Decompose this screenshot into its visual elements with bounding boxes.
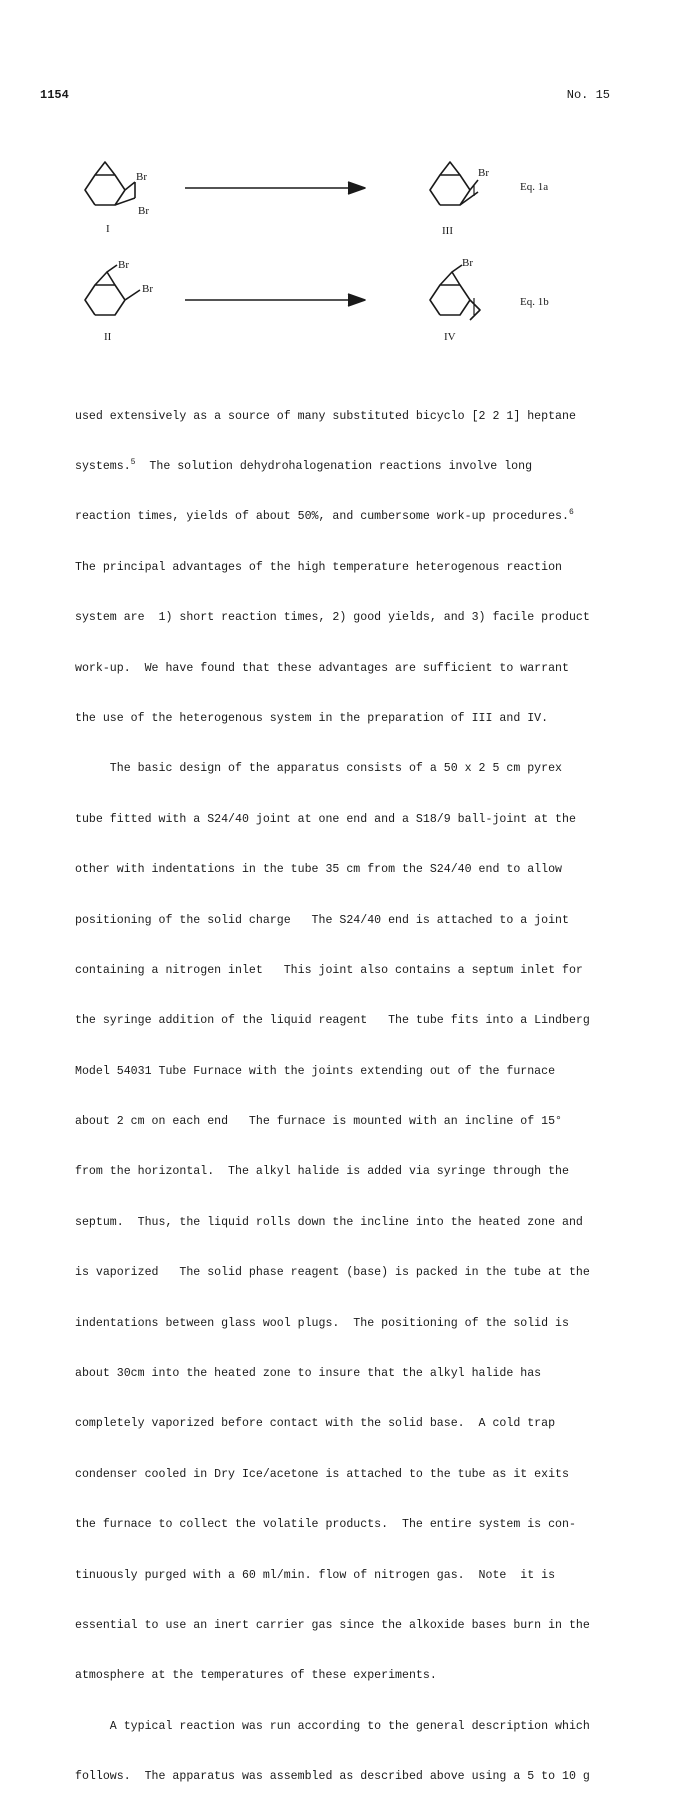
compound-label-III: III	[442, 225, 453, 237]
text-line: The principal advantages of the high temperature heterogenous reaction	[75, 560, 563, 574]
compound-label-I: I	[106, 223, 110, 235]
text-line: the use of the heterogenous system in the preparation of III and IV.	[75, 711, 549, 725]
text-line: A typical reaction was run according to the general description which	[75, 1719, 590, 1733]
text-line: used extensively as a source of many substituted bicyclo [2 2 1] heptane	[75, 409, 576, 423]
reference-superscript: 5	[130, 458, 136, 468]
equation-label-1b: Eq. 1b	[520, 296, 549, 308]
compound-label-IV: IV	[444, 331, 456, 343]
text-line: system are 1) short reaction times, 2) good yields, and 3) facile product	[75, 611, 590, 625]
text-line: other with indentations in the tube 35 cm from the S24/40 end to allow	[75, 863, 563, 877]
substituent-label: Br	[138, 205, 149, 217]
text-line: condenser cooled in Dry Ice/acetone is attached to the tube as it exits	[75, 1467, 569, 1481]
structure-III	[430, 162, 478, 205]
text-line: about 2 cm on each end The furnace is mounted with an incline of 15°	[75, 1115, 563, 1129]
text-line: septum. Thus, the liquid rolls down the incline into the heated zone and	[75, 1215, 583, 1229]
substituent-label: Br	[136, 171, 147, 183]
text-line: atmosphere at the temperatures of these experiments.	[75, 1669, 437, 1683]
substituent-label: Br	[118, 259, 129, 271]
text-segment: The solution dehydrohalogenation reactions involve long	[135, 459, 533, 473]
text-line: the syringe addition of the liquid reagent The tube fits into a Lindberg	[75, 1014, 590, 1028]
reaction-scheme	[0, 130, 680, 355]
text-line: follows. The apparatus was assembled as described above using a 5 to 10 g	[75, 1770, 590, 1784]
text-line: completely vaporized before contact with the solid base. A cold trap	[75, 1417, 556, 1431]
reaction-arrow-1a	[185, 182, 365, 194]
text-line: essential to use an inert carrier gas since the alkoxide bases burn in the	[75, 1618, 590, 1632]
substituent-label: Br	[142, 283, 153, 295]
journal-issue-number: No. 15	[566, 88, 610, 102]
structure-IV	[430, 265, 480, 320]
text-line: is vaporized The solid phase reagent (base) is packed in the tube at the	[75, 1266, 590, 1280]
text-line: work-up. We have found that these advantages are sufficient to warrant	[75, 661, 569, 675]
text-line: about 30cm into the heated zone to insure that the alkyl halide has	[75, 1367, 542, 1381]
structure-II	[85, 265, 140, 315]
reaction-arrow-1b	[185, 294, 365, 306]
text-line: from the horizontal. The alkyl halide is added via syringe through the	[75, 1165, 569, 1179]
substituent-label: Br	[462, 257, 473, 269]
compound-label-II: II	[104, 331, 112, 343]
text-line: positioning of the solid charge The S24/40 end is attached to a joint	[75, 913, 569, 927]
text-line: the furnace to collect the volatile products. The entire system is con-	[75, 1518, 576, 1532]
text-line: tube fitted with a S24/40 joint at one end and a S18/9 ball-joint at the	[75, 812, 576, 826]
text-line	[75, 509, 640, 526]
structure-I	[85, 162, 135, 205]
text-line: containing a nitrogen inlet This joint also contains a septum inlet for	[75, 963, 583, 977]
text-segment: reaction times, yields of about 50%, and cumbersome work-up procedures.	[75, 510, 569, 524]
substituent-label: Br	[478, 167, 489, 179]
page-number: 1154	[40, 88, 69, 102]
text-line: The basic design of the apparatus consists of a 50 x 2 5 cm pyrex	[75, 762, 563, 776]
text-line: indentations between glass wool plugs. The positioning of the solid is	[75, 1316, 569, 1330]
text-segment: systems.	[75, 459, 131, 473]
body-paragraphs	[75, 375, 640, 1803]
equation-label-1a: Eq. 1a	[520, 181, 549, 193]
text-line: tinuously purged with a 60 ml/min. flow of nitrogen gas. Note it is	[75, 1568, 556, 1582]
reference-superscript: 6	[568, 508, 574, 518]
text-line	[75, 459, 640, 476]
text-line: Model 54031 Tube Furnace with the joints extending out of the furnace	[75, 1064, 556, 1078]
